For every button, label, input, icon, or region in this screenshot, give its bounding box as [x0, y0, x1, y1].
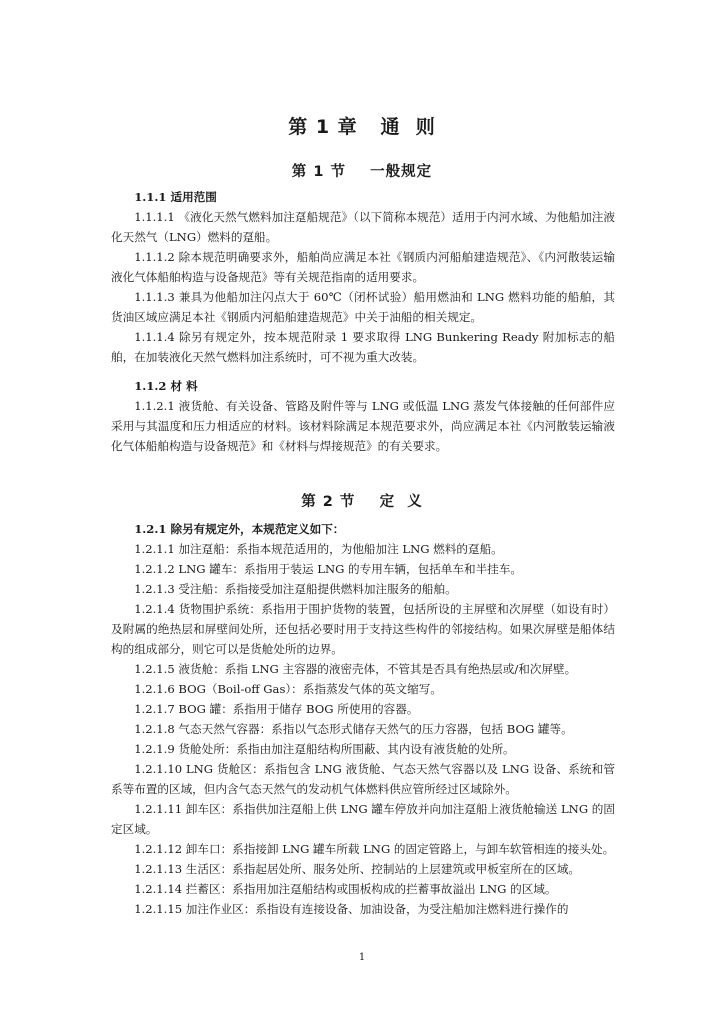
clause-paragraph: 1.1.2.1 液货舱、有关设备、管路及附件等与 LNG 或低温 LNG 蒸发气体接触的任何部件应采用与其温度和压力相适应的材料。该材料除满足本规范要求外，尚应满足本社《内河散装运输液化气体船舶构造与设备规范》和《材料与焊接规范》的有关要求。: [111, 399, 615, 453]
definition-item: 1.2.1.15 加注作业区：系指设有连接设备、加油设备，为受注船加注燃料进行操作的: [134, 902, 569, 916]
section-general-body: [111, 187, 615, 456]
chapter-title: 第 1 章 通 则: [288, 116, 436, 138]
definition-item: 1.2.1.8 气态天然气容器：系指以气态形式储存天然气的压力容器，包括 BOG 罐等。: [134, 722, 573, 736]
section-definitions-body: [111, 519, 615, 919]
definition-item: 1.2.1.10 LNG 货舱区：系指包含 LNG 液货舱、气态天然气容器以及 LNG 设备、系统和管系等布置的区域，但内含气态天然气的发动机气体燃料供应管所经过区域除外。: [111, 762, 615, 796]
definition-item: 1.2.1.3 受注船：系指接受加注趸船提供燃料加注服务的船舶。: [134, 582, 457, 596]
clause-paragraph: 1.1.1.1 《液化天然气燃料加注趸船规范》（以下简称本规范）适用于内河水域、为他船加注液化天然气（LNG）燃料的趸船。: [111, 210, 615, 244]
definition-item: 1.2.1.1 加注趸船：系指本规范适用的，为他船加注 LNG 燃料的趸船。: [134, 542, 503, 556]
definition-item: 1.2.1.6 BOG（Boil-off Gas）：系指蒸发气体的英文缩写。: [134, 682, 442, 696]
clause-paragraph: 1.1.1.2 除本规范明确要求外，船舶尚应满足本社《钢质内河船舶建造规范》、《内河散装运输液化气体船舶构造与设备规范》等有关规范指南的适用要求。: [111, 250, 615, 284]
section-title-definitions: 第 2 节 定 义: [301, 494, 423, 510]
clause-paragraph: 1.1.1.4 除另有规定外，按本规范附录 1 要求取得 LNG Bunkering Ready 附加标志的船舶，在加装液化天然气燃料加注系统时，可不视为重大改装。: [111, 330, 615, 364]
definition-item: 1.2.1.7 BOG 罐：系指用于储存 BOG 所使用的容器。: [134, 702, 419, 716]
section-title-general: 第 1 节 一般规定: [291, 164, 433, 180]
clause-heading-materials: 1.1.2 材 料: [134, 379, 198, 393]
page-number: 1: [358, 952, 366, 963]
definition-item: 1.2.1.5 液货舱：系指 LNG 主容器的液密壳体，不管其是否具有绝热层或/和次屏壁。: [134, 662, 577, 676]
definition-item: 1.2.1.14 拦蓄区：系指用加注趸船结构或围板构成的拦蓄事故溢出 LNG 的区域。: [134, 882, 557, 896]
definition-item: 1.2.1.12 卸车口：系指接卸 LNG 罐车所载 LNG 的固定管路上，与卸车软管相连的接头处。: [134, 842, 615, 856]
clause-heading-scope: 1.1.1 适用范围: [134, 190, 217, 204]
definition-item: 1.2.1.11 卸车区：系指供加注趸船上供 LNG 罐车停放并向加注趸船上液货舱输送 LNG 的固定区域。: [111, 802, 615, 836]
definition-item: 1.2.1.4 货物围护系统：系指用于围护货物的装置，包括所设的主屏壁和次屏壁（如设有时）及附属的绝热层和屏壁间处所，还包括必要时用于支持这些构件的邻接结构。如果次屏壁是船体结构的组成部分，则它可以是货舱处所的边界。: [111, 602, 615, 656]
definition-item: 1.2.1.2 LNG 罐车：系指用于装运 LNG 的专用车辆，包括单车和半挂车。: [134, 562, 522, 576]
definitions-intro: 1.2.1 除另有规定外，本规范定义如下：: [134, 522, 345, 536]
clause-paragraph: 1.1.1.3 兼具为他船加注闪点大于 60℃（闭杯试验）船用燃油和 LNG 燃料功能的船舶，其货油区域应满足本社《钢质内河船舶建造规范》中关于油船的相关规定。: [111, 290, 615, 324]
definition-item: 1.2.1.9 货舱处所：系指由加注趸船结构所围蔽、其内设有液货舱的处所。: [134, 742, 515, 756]
definition-item: 1.2.1.13 生活区：系指起居处所、服务处所、控制站的上层建筑或甲板室所在的区域。: [134, 862, 581, 876]
